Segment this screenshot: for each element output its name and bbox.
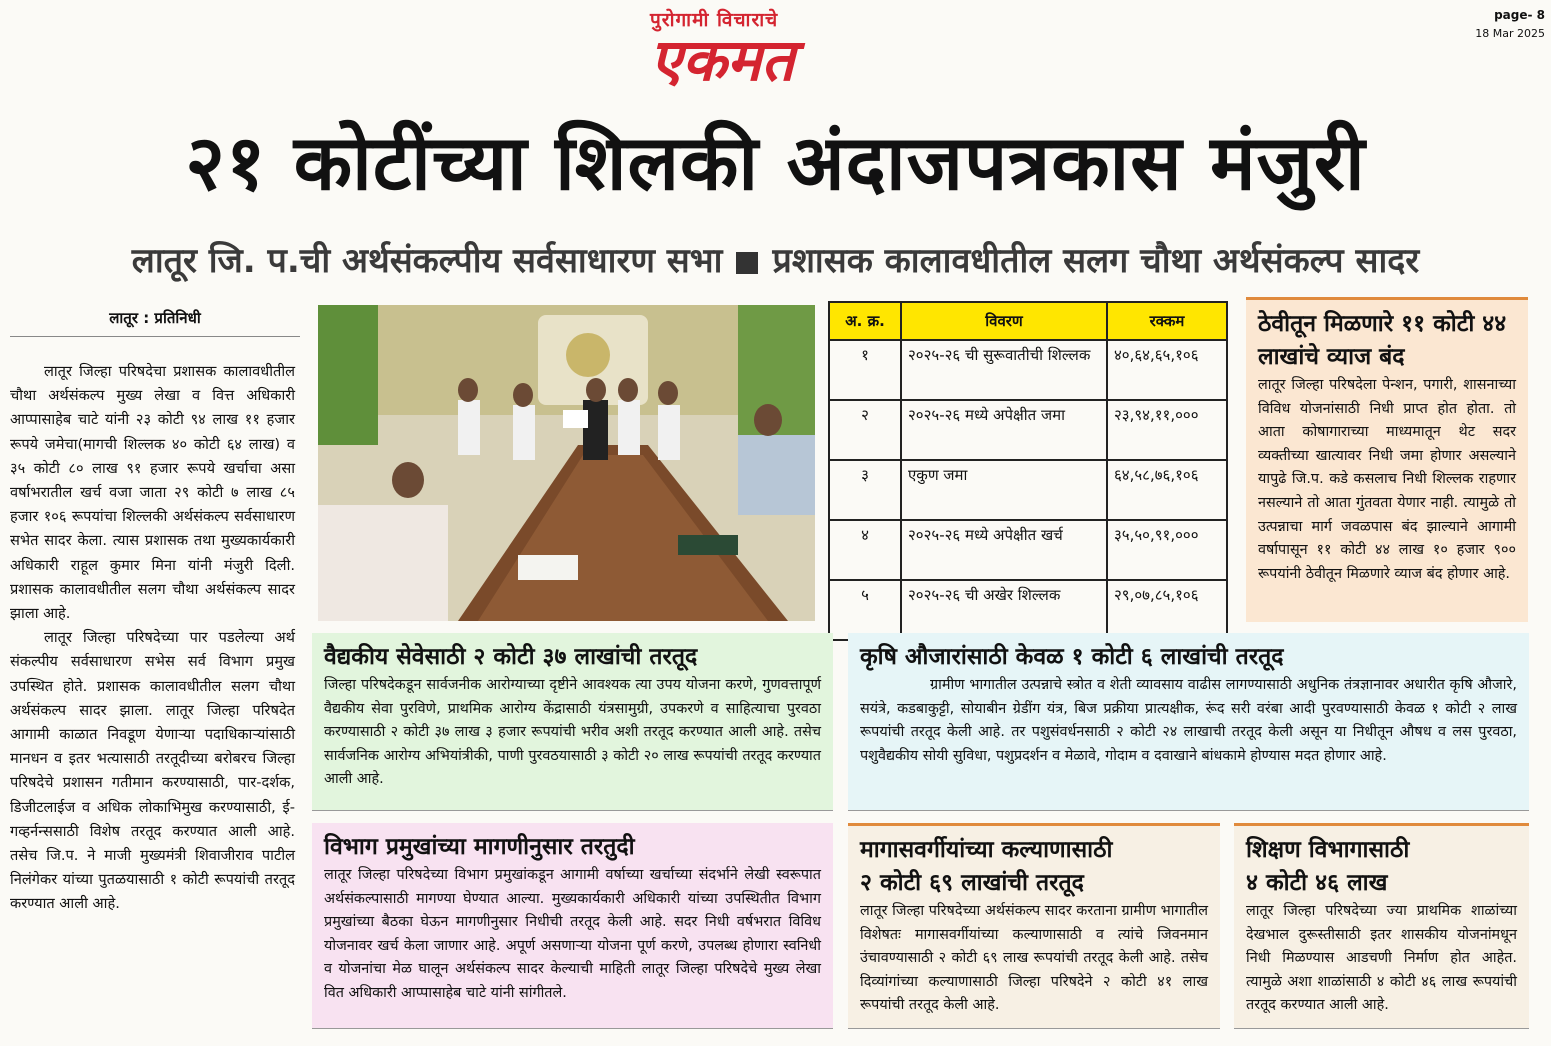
row-no: २	[829, 400, 901, 460]
agri-box	[848, 633, 1529, 811]
welfare-box-title1: मागासवर्गीयांच्या कल्याणासाठी	[860, 837, 1113, 863]
table-row	[829, 520, 1227, 580]
table-row	[829, 580, 1227, 640]
left-article	[10, 360, 295, 917]
budget-table-wrap	[828, 301, 1228, 641]
row-amount: २३,९४,११,०००	[1107, 400, 1227, 460]
education-box-text: लातूर जिल्हा परिषदेच्या ज्या प्राथमिक शाळांच्या देखभाल दुरूस्तीसाठी इतर शासकीय योजनांमधून निधी मिळण्यास आडचणी निर्माण होत आहेत. त्यामुळे अशा शाळांसाठी ४ कोटी ४६ लाख रूपयांची तरतूद करण्यात आली आहे.	[1246, 903, 1517, 1014]
welfare-box-title2: २ कोटी ६९ लाखांची तरतूद	[860, 870, 1084, 896]
col-header-no: अ. क्र.	[829, 302, 901, 340]
meeting-photo-illustration	[318, 305, 815, 621]
interest-box-text: लातूर जिल्हा परिषदेला पेन्शन, पगारी, शासनाच्या विविध योजनांसाठी निधी प्राप्त होत होता. तो आता कोषागाराच्या माध्यमातून थेट सदर व्यक्तीच्या खात्यावर निधी जमा होणार असल्याने यापुढे जि.प. कडे कसलाच निधी शिल्लक राहणार नसल्याने तो आता गुंतवता येणार नाही. त्यामुळे तो उत्पन्नाचा मार्ग जवळपास बंद झाल्याने आगामी वर्षापासून ११ कोटी ४४ लाख १० हजार ९०० रूपयांनी ठेवीतून मिळणारे व्याज बंद होणार आहे.	[1258, 377, 1516, 582]
agri-box-text: ग्रामीण भागातील उत्पन्नाचे स्त्रोत व शेती व्यावसाय वाढीस लागण्यासाठी अधुनिक तंत्रज्ञानावर अधारीत कृषि औजारे, सयंत्रे, कडबाकुट्टी, सोयाबीन ग्रेडींग यंत्र, बिज प्रक्रीया प्रात्यक्षीक, रूंद सरी वरंबा आदी पुरवण्यासाठी केवळ १ कोटी २ लाख रूपयांची तरतूद केली आहे. तर पशुसंवर्धनसाठी २ कोटी २४ लाखाची तरतूद केली असून या निधीतून औषध व लस पुरवठा, पशुवैद्यकीय सोयी सुविधा, पशुप्रदर्शन व मेळावे, गोदाम व दवाखाने बांधकामे होण्यास मदत होणार आहे.	[860, 677, 1517, 764]
health-box	[312, 633, 833, 811]
row-no: ५	[829, 580, 901, 640]
dept-box-text: लातूर जिल्हा परिषदेच्या विभाग प्रमुखांकडून आगामी वर्षाच्या खर्चाच्या संदर्भाने लेखी स्वरूपात अर्थसंकल्पासाठी मागण्या घेण्यात आल्या. मुख्यकार्यकारी अधिकारी यांच्या उपस्थितीत विभाग प्रमुखांच्या बैठका घेऊन मागणीनुसार निधीची तरतूद केली आहे. सदर निधी वर्षभरात विविध योजनावर खर्च केला जाणार आहे. अपूर्ण असणाऱ्या योजना पूर्ण करणे, उपलब्ध होणारा स्वनिधी व योजनांचा मेळ घालून अर्थसंकल्प सादर केल्याची माहिती लातूर जिल्हा परिषदेचे मुख्य लेखा वित अधिकारी आप्पासाहेब चाटे यांनी सांगीतले.	[324, 867, 821, 1001]
welfare-box-text: लातूर जिल्हा परिषदेच्या अर्थसंकल्प सादर करताना ग्रामीण भागातील विशेषतः मागासवर्गीयांच्या कल्याणासाठी व त्यांचे जिवनमान उंचावण्यासाठी २ कोटी ६९ लाख रूपयांची तरतूद केली आहे. तसेच दिव्यांगांच्या कल्याणासाठी जिल्हा परिषदेने २ कोटी ४१ लाख रूपयांची तरतूद केली आहे.	[860, 903, 1208, 1014]
dept-box-title: विभाग प्रमुखांच्या मागणीनुसार तरतुदी	[324, 834, 635, 860]
row-no: १	[829, 340, 901, 400]
subhead-right: प्रशासक कालावधीतील सलग चौथा अर्थसंकल्प सादर	[772, 241, 1420, 281]
health-box-title: वैद्यकीय सेवेसाठी २ कोटी ३७ लाखांची तरतूद	[324, 644, 698, 670]
col-header-desc: विवरण	[901, 302, 1107, 340]
table-row	[829, 460, 1227, 520]
welfare-box	[848, 823, 1220, 1029]
row-desc: २०२५-२६ ची सुरूवातीची शिल्लक	[901, 340, 1107, 400]
agri-box-title: कृषि औजारांसाठी केवळ १ कोटी ६ लाखांची तरतूद	[860, 644, 1284, 670]
row-amount: २९,०७,८५,१०६	[1107, 580, 1227, 640]
row-amount: ४०,६४,६५,१०६	[1107, 340, 1227, 400]
left-article-p1: लातूर जिल्हा परिषदेचा प्रशासक कालावधीतील चौथा अर्थसंकल्प मुख्य लेखा व वित्त अधिकारी आप्पासाहेब चाटे यांनी २३ कोटी ९४ लाख ११ हजार रूपये जमेचा(मागची शिल्लक ४० कोटी ६४ लाख) व ३५ कोटी ८० लाख ९१ हजार रूपये खर्चाचा असा वर्षाभरातील खर्च वजा जाता २९ कोटी ७ लाख ८५ हजार १०६ रूपयांचा शिल्लकी अर्थसंकल्प सर्वसाधारण सभेत सादर केला. त्यास प्रशासक तथा मुख्यकार्यकारी अधिकारी राहूल कुमार मिना यांनी मंजुरी दिली. प्रशासक कालावधीतील सलग चौथा अर्थसंकल्प सादर झाला आहे.	[10, 363, 295, 623]
education-box-title2: ४ कोटी ४६ लाख	[1246, 870, 1388, 896]
headline: २१ कोटींच्या शिलकी अंदाजपत्रकास मंजुरी	[185, 118, 1366, 207]
bullet-square-icon	[736, 252, 758, 274]
subheadline	[20, 236, 1531, 286]
row-desc: २०२५-२६ ची अखेर शिल्लक	[901, 580, 1107, 640]
education-box-title1: शिक्षण विभागासाठी	[1246, 837, 1410, 863]
row-desc: २०२५-२६ मध्ये अपेक्षीत खर्च	[901, 520, 1107, 580]
row-amount: ६४,५८,७६,१०६	[1107, 460, 1227, 520]
byline: लातूर : प्रतिनिधी	[10, 308, 300, 337]
meeting-photo	[318, 305, 815, 621]
table-row	[829, 340, 1227, 400]
page-date: 18 Mar 2025	[1475, 27, 1545, 40]
dept-box	[312, 823, 833, 1029]
subhead-left: लातूर जि. प.ची अर्थसंकल्पीय सर्वसाधारण सभा	[131, 241, 723, 281]
interest-box-title: ठेवीतून मिळणारे ११ कोटी ४४ लाखांचे व्याज बंद	[1258, 311, 1507, 370]
table-header-row	[829, 302, 1227, 340]
table-row	[829, 400, 1227, 460]
row-amount: ३५,५०,९१,०००	[1107, 520, 1227, 580]
page-number: page- 8	[1494, 8, 1545, 22]
newspaper-logo: एकमत	[650, 26, 795, 94]
row-no: ३	[829, 460, 901, 520]
masthead-tagline: पुरोगामी विचाराचे	[650, 9, 779, 31]
health-box-text: जिल्हा परिषदेकडून सार्वजनीक आरोग्याच्या दृष्टीने आवश्यक त्या उपय योजना करणे, गुणवत्तापूर्ण वैद्यकीय सेवा पुरविणे, प्राथमिक आरोग्य केंद्रासाठी यंत्रसामुग्री, उपकरणे व साहित्याचा पुरवठा करण्यासाठी २ कोटी ३७ लाख ३ हजार रूपयांची भरीव अशी तरतूद करण्यात आली आहे. तसेच सार्वजनिक आरोग्य अभियांत्रीकी, पाणी पुरवठयासाठी ३ कोटी २० लाख रूपयांची तरतूद करण्यात आली आहे.	[324, 677, 821, 788]
budget-table	[828, 301, 1228, 641]
col-header-amount: रक्कम	[1107, 302, 1227, 340]
interest-box	[1246, 297, 1528, 622]
left-article-p2: लातूर जिल्हा परिषदेच्या पार पडलेल्या अर्थ संकल्पीय सर्वसाधारण सभेस सर्व विभाग प्रमुख उपस्थित होते. प्रशासक कालावधीतील सलग चौथा अर्थसंकल्प सादर झाला. लातूर जिल्हा परिषदेत आगामी काळात निवडूण येणाऱ्या पदाधिकाऱ्यांसाठी मानधन व इतर भत्यासाठी तरतूदीच्या बरोबरच जिल्हा परिषदेचे प्रशासन गतीमान करण्यासाठी, पार-दर्शक, डिजीटलाईज व अधिक लोकाभिमुख करण्यासाठी, ई-गव्हर्नन्ससाठी विशेष तरतूद करण्यात आली आहे. तसेच जि.प. ने माजी मुख्यमंत्री शिवाजीराव पाटील निलंगेकर यांच्या पुतळयासाठी १ कोटी रूपयांची तरतूद करण्यात आली आहे.	[10, 629, 295, 913]
row-no: ४	[829, 520, 901, 580]
row-desc: एकुण जमा	[901, 460, 1107, 520]
row-desc: २०२५-२६ मध्ये अपेक्षीत जमा	[901, 400, 1107, 460]
education-box	[1234, 823, 1529, 1029]
